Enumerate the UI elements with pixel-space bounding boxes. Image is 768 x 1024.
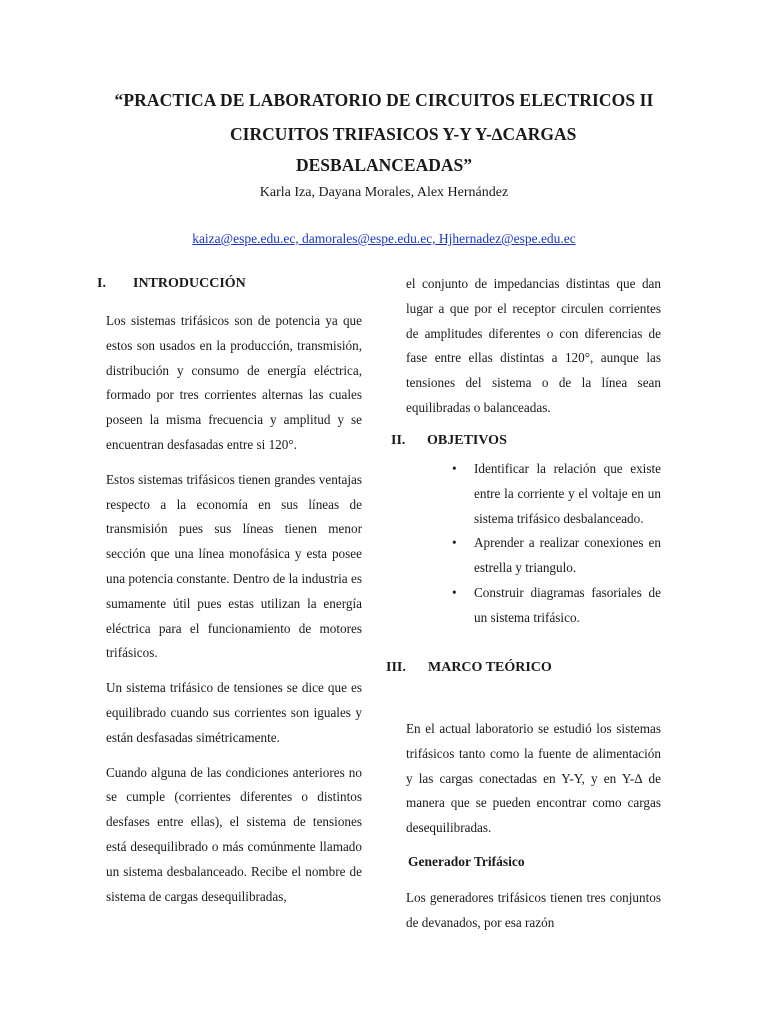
list-item: • Identificar la relación que existe entre la corriente y el voltaje en un sistema trifásico desbalanceado. [448,457,661,531]
paragraph: el conjunto de impedancias distintas que dan lugar a que por el receptor circulen corrientes de amplitudes diferentes o con diferencias de fase entre ellas distintas a 120°, aunque las tensiones del sistema o de la línea sean equilibradas o balanceadas. [406,276,661,415]
left-column-body [106,309,362,919]
list-item: • Aprender a realizar conexiones en estrella y triangulo. [448,531,661,581]
section-heading-marco-teorico [386,660,552,676]
title-line-3: DESBALANCEADAS” [295,155,472,175]
section-heading-introduccion [97,276,246,292]
section-number: I. [97,276,106,291]
section-heading-objetivos [391,433,507,449]
paragraph: Estos sistemas trifásicos tienen grandes ventajas respecto a la economía en sus líneas de transmisión pues sus líneas tienen menor sección que una línea monofásica y esta posee una potencia constante. Dentro de la industria es sumamente útil pues estas utilizan la energía eléctrica para el funcionamiento de motores trifásicos. [106,471,362,661]
list-item: • Construir diagramas fasoriales de un sistema trifásico. [448,581,661,631]
bullet-icon: • [452,461,457,476]
title-line-1: “PRACTICA DE LABORATORIO DE CIRCUITOS ELECTRICOS II [114,90,654,110]
section-label: INTRODUCCIÓN [133,276,246,291]
title-line-2: CIRCUITOS TRIFASICOS Y-Y Y-∆CARGAS [230,124,577,144]
paragraph: Los sistemas trifásicos son de potencia ya que estos son usados en la producción, transmisión, distribución y consumo de energía eléctrica, formado por tres corrientes alternas las cuales poseen la misma frecuencia y amplitud y se encuentran desfasadas entre si 120°. [106,313,362,452]
paragraph: Un sistema trifásico de tensiones se dice que es equilibrado cuando sus corrientes son iguales y están desfasadas simétricamente. [106,680,362,745]
section-label: MARCO TEÓRICO [428,660,552,675]
subheading-generador: Generador Trifásico [408,854,525,869]
section-number: II. [391,433,406,448]
section-number: III. [386,660,406,675]
bullet-icon: • [452,535,457,551]
bullet-icon: • [452,584,457,600]
authors: Karla Iza, Dayana Morales, Alex Hernández [259,185,509,200]
paragraph: Los generadores trifásicos tienen tres conjuntos de devanados, por esa razón [406,890,661,930]
section-label: OBJETIVOS [427,433,507,448]
paragraph: En el actual laboratorio se estudió los sistemas trifásicos tanto como la fuente de alimentación y las cargas conectadas en Y-Y, y en Y-∆ de manera que se pueden encontrar como cargas desequilibradas. [406,721,661,836]
objectives-list [448,457,661,631]
right-column-continuation [406,272,661,431]
theory-paragraph [406,717,661,851]
paragraph: Cuando alguna de las condiciones anteriores no se cumple (corrientes diferentes o distintos desfases entre ellas), el sistema de tensiones está desequilibrado o más comúnmente llamado un sistema desbalanceado. Recibe el nombre de sistema de cargas desequilibradas, [106,764,362,904]
generator-paragraph [406,886,661,946]
email-links[interactable]: kaiza@espe.edu.ec, damorales@espe.edu.ec, Hjhernadez@espe.edu.ec [192,231,576,246]
